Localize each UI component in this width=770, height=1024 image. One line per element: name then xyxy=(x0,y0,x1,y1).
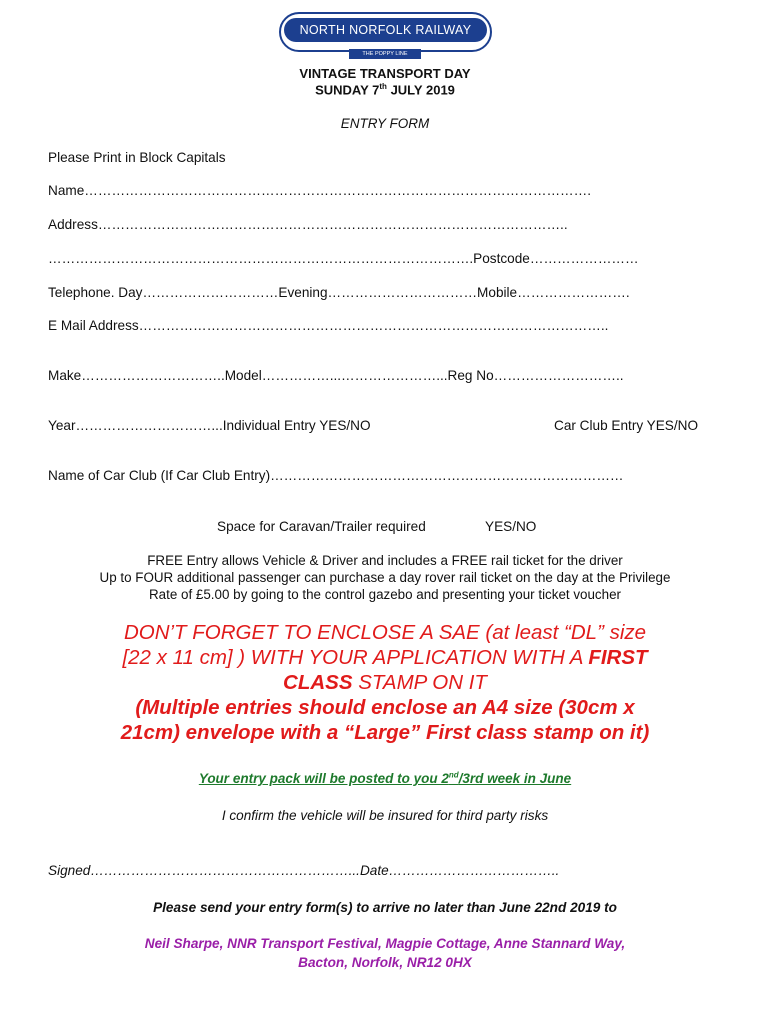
caravan-option[interactable]: YES/NO xyxy=(485,519,537,534)
caravan-label: Space for Caravan/Trailer required xyxy=(217,519,426,534)
free-entry-info: FREE Entry allows Vehicle & Driver and includes a FREE rail ticket for the driver Up to FOUR additional passenger can purchase a day rover rail ticket on the day at the Privilege Rate of £5.00 by going to the control gazebo and presenting your ticket voucher xyxy=(99,553,671,602)
year-entry-field[interactable]: Year…………………………...Individual Entry YES/NO xyxy=(48,418,371,433)
return-address: Neil Sharpe, NNR Transport Festival, Magpie Cottage, Anne Stannard Way, Bacton, Norfolk, NR12 0HX xyxy=(144,936,626,970)
entry-pack-notice: Your entry pack will be posted to you 2nd/3rd week in June xyxy=(198,770,572,786)
railway-logo xyxy=(279,12,492,58)
insurance-confirmation: I confirm the vehicle will be insured for third party risks xyxy=(221,808,549,823)
logo-tagline: THE POPPY LINE xyxy=(349,49,421,59)
email-field[interactable]: E Mail Address………………………………………………………………………………………….. xyxy=(48,318,609,333)
logo-name: NORTH NORFOLK RAILWAY xyxy=(284,18,487,42)
vehicle-details-field[interactable]: Make…………………………..Model……………...…………………...Reg No……………………….. xyxy=(48,368,624,383)
postcode-field[interactable]: ………………………………………………………………………………….Postcode…………………… xyxy=(48,251,639,266)
sae-warning: DON’T FORGET TO ENCLOSE A SAE (at least “DL” size [22 x 11 cm] ) WITH YOUR APPLICATION WITH A FIRST CLASS STAMP ON IT (Multiple entries should enclose an A4 size (30cm x 21cm) envelope with a “Large” First class stamp on it) xyxy=(120,621,650,744)
car-club-entry-option[interactable]: Car Club Entry YES/NO xyxy=(554,418,699,433)
signature-date-field[interactable]: Signed…………………………………………………...Date……………………………….. xyxy=(48,863,560,878)
address-field[interactable]: Address………………………………………………………………………………………….. xyxy=(48,217,568,232)
event-title: VINTAGE TRANSPORT DAY xyxy=(299,66,471,81)
car-club-name-field[interactable]: Name of Car Club (If Car Club Entry)…………………………………………………………………… xyxy=(48,468,624,483)
deadline-notice: Please send your entry form(s) to arrive no later than June 22nd 2019 to xyxy=(153,900,617,915)
block-capitals-instruction: Please Print in Block Capitals xyxy=(48,150,226,165)
name-field[interactable]: Name…………………………………………………………………………………………………. xyxy=(48,183,592,198)
telephone-field[interactable]: Telephone. Day…………………………Evening……………………………Mobile……………………. xyxy=(48,285,630,300)
form-title: ENTRY FORM xyxy=(340,116,430,131)
event-date: SUNDAY 7th JULY 2019 xyxy=(315,82,455,98)
